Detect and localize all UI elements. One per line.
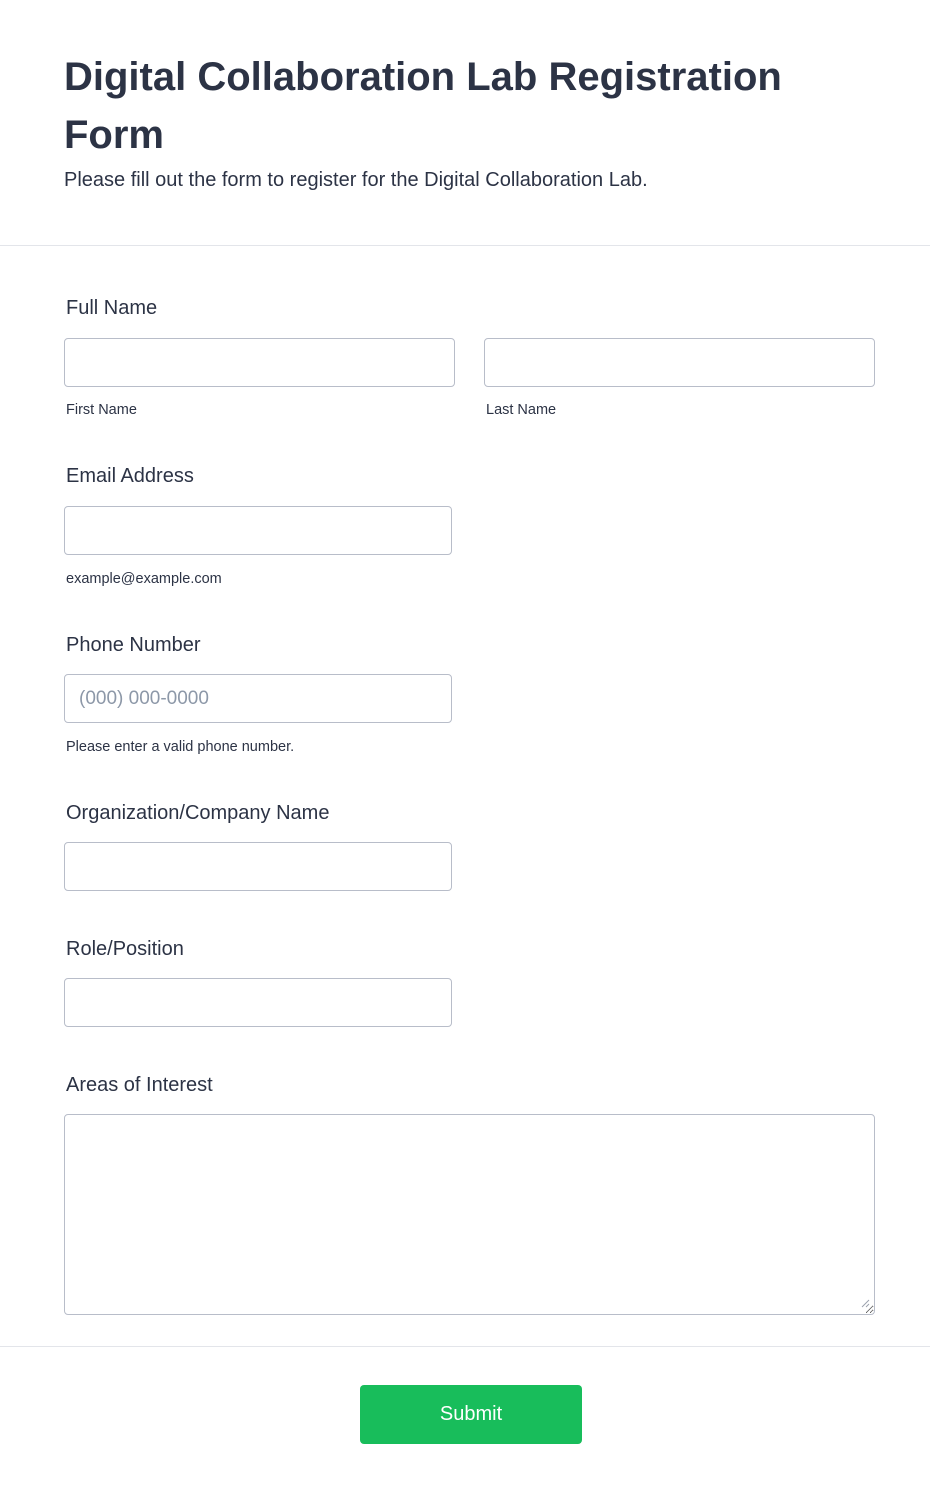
phone-label: Phone Number	[66, 634, 201, 656]
first-name-sublabel: First Name	[66, 402, 137, 418]
role-input[interactable]	[64, 978, 452, 1027]
organization-input[interactable]	[64, 842, 452, 891]
email-label: Email Address	[66, 465, 194, 487]
resize-grip-icon[interactable]	[860, 1298, 870, 1308]
email-input[interactable]	[64, 506, 452, 555]
organization-label: Organization/Company Name	[66, 802, 330, 824]
interests-label: Areas of Interest	[66, 1074, 213, 1096]
email-sublabel: example@example.com	[66, 571, 222, 587]
full-name-label: Full Name	[66, 297, 158, 319]
phone-input[interactable]	[64, 674, 452, 723]
role-label: Role/Position	[66, 938, 184, 960]
phone-sublabel: Please enter a valid phone number.	[66, 739, 295, 755]
page-title: Digital Collaboration Lab Registration Form	[64, 55, 782, 157]
last-name-input[interactable]	[484, 338, 875, 387]
submit-button[interactable]: Submit	[360, 1385, 582, 1444]
last-name-sublabel: Last Name	[486, 402, 557, 418]
form-header	[0, 0, 930, 246]
form-footer	[0, 1346, 930, 1493]
first-name-input[interactable]	[64, 338, 455, 387]
page-subtitle: Please fill out the form to register for the Digital Collaboration Lab.	[64, 169, 648, 191]
interests-textarea[interactable]	[64, 1114, 875, 1315]
